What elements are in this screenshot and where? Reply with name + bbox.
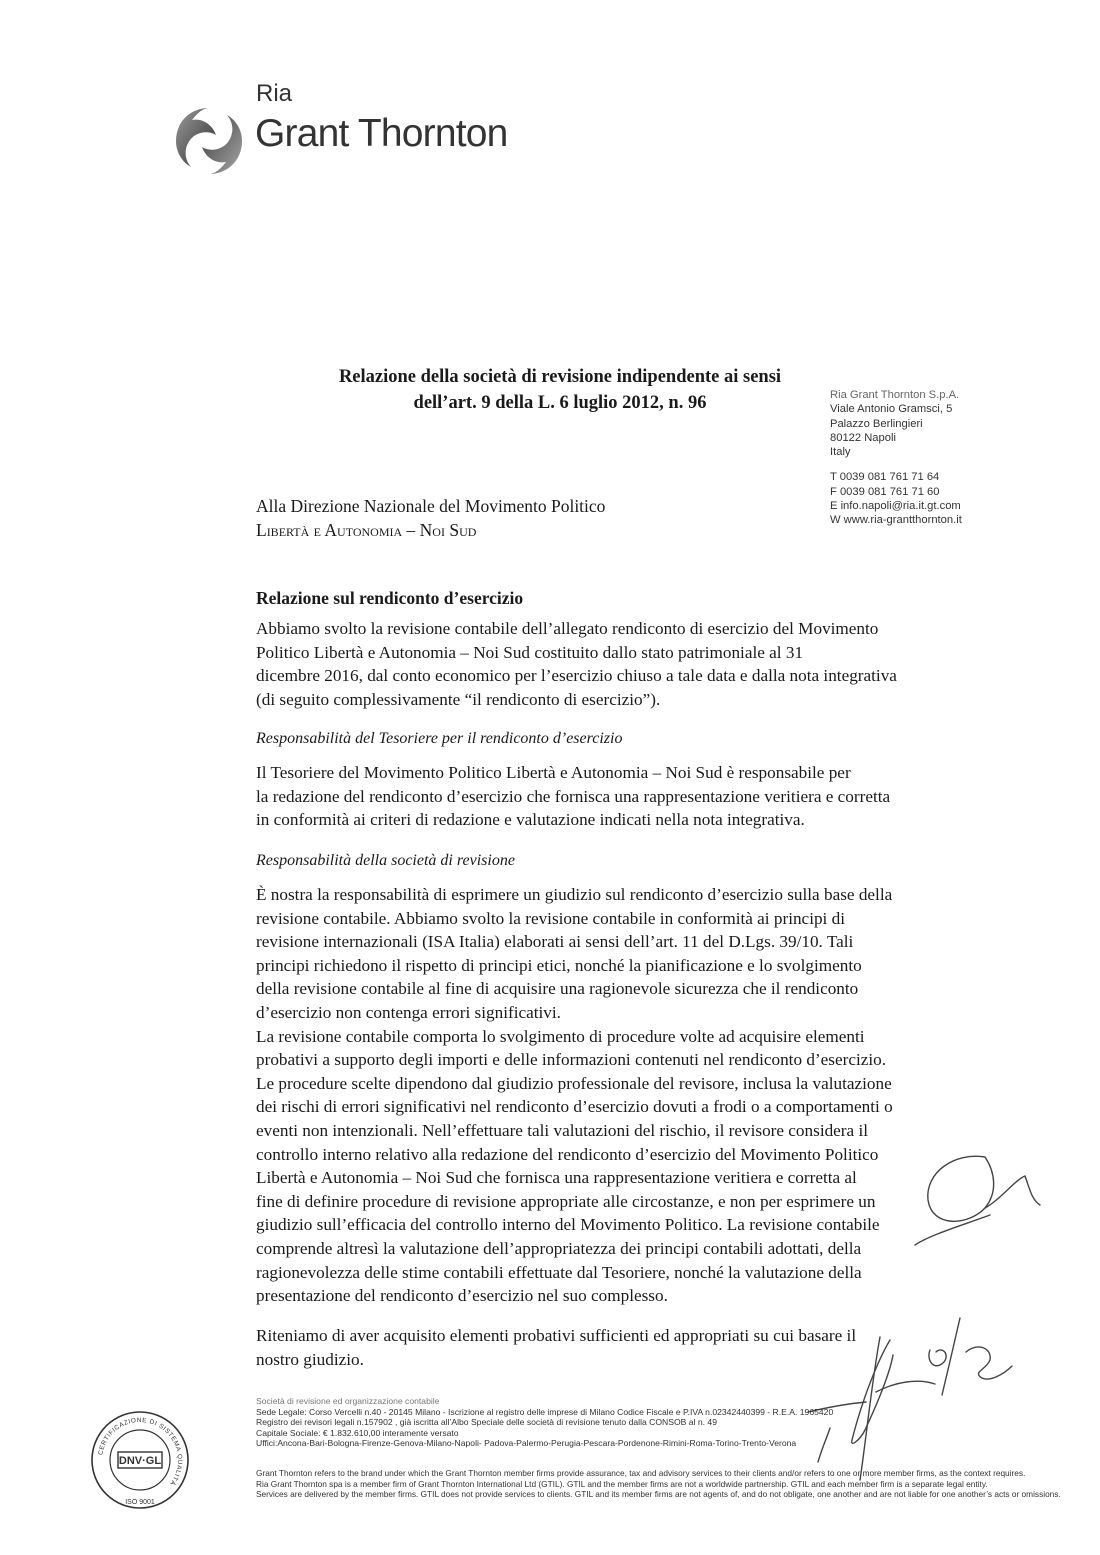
grant-thornton-logo-icon [172, 104, 246, 178]
treasurer-line: la redazione del rendiconto d’esercizio che fornisca una rappresentazione veritiera e corretta [256, 786, 891, 806]
auditor-paragraph [256, 883, 956, 1308]
treasurer-paragraph [256, 761, 956, 832]
badge-standard-text: ISO 9001 [125, 1499, 155, 1506]
closing-paragraph [256, 1324, 956, 1371]
treasurer-line: Il Tesoriere del Movimento Politico Libertà e Autonomia – Noi Sud è responsabile per [256, 763, 851, 782]
report-title-line: Relazione della società di revisione indipendente ai sensi [338, 367, 782, 387]
recipient-line: Libertà e Autonomia – Noi Sud [256, 520, 477, 540]
auditor-line: presentazione del rendiconto d’esercizio nel suo complesso. [256, 1286, 668, 1306]
address-spacer [830, 459, 962, 470]
badge-center-text: DNV·GL [118, 1455, 162, 1467]
intro-paragraph [256, 617, 956, 711]
auditor-line: Libertà e Autonomia – Noi Sud che fornisca una rappresentazione veritiera e corretta al [256, 1168, 857, 1188]
intro-line: (di seguito complessivamente “il rendiconto di esercizio”). [256, 689, 661, 709]
auditor-line: Le procedure scelte dipendono dal giudizio professionale del revisore, inclusa la valutazione [256, 1073, 892, 1093]
auditor-line: eventi non intenzionali. Nell’effettuare tali valutazioni del rischio, il revisore considera il [256, 1120, 869, 1140]
recipient-line: Alla Direzione Nazionale del Movimento Politico [256, 496, 606, 516]
footer-line: Sede Legale: Corso Vercelli n.40 - 20145 Milano - Iscrizione al registro delle imprese di Milano Codice Fiscale e P.IVA n.02342440399 - R.E.A. 1965420 [256, 1406, 834, 1417]
dnv-gl-certification-badge-icon [88, 1408, 192, 1512]
auditor-line: d’esercizio non contenga errori significativi. [256, 1002, 561, 1022]
intro-line: Abbiamo svolto la revisione contabile dell’allegato rendiconto di esercizio del Movimento [256, 619, 879, 638]
brand-prefix: Ria [256, 80, 293, 107]
auditor-line: giudizio sull’efficacia del controllo interno del Movimento Politico. La revisione contabile [256, 1215, 880, 1235]
address-building: Palazzo Berlingieri [830, 417, 923, 430]
footer-line: Capitale Sociale: € 1.832.610,00 interamente versato [256, 1427, 459, 1438]
subheading-treasurer: Responsabilità del Tesoriere per il rendiconto d’esercizio [256, 730, 623, 747]
report-title [300, 364, 820, 416]
recipient [256, 494, 605, 542]
office-address [830, 388, 962, 528]
address-city: 80122 Napoli [830, 431, 896, 444]
footer-line: Società di revisione ed organizzazione contabile [256, 1396, 440, 1406]
auditor-line: principi richiedono il rispetto di principi etici, nonché la pianificazione e lo svolgimento [256, 955, 862, 975]
auditor-line: fine di definire procedure di revisione appropriate alle circostanze, e non per esprimere un [256, 1191, 876, 1211]
subheading-auditor: Responsabilità della società di revisione [256, 852, 515, 869]
footer-line: Uffici:Ancona-Bari-Bologna-Firenze-Genova-Milano-Napoli- Padova-Palermo-Perugia-Pescara-Pordenone-Rimini-Roma-Torino-Trento-Verona [256, 1438, 797, 1449]
auditor-line: ragionevolezza delle stime contabili effettuate dal Tesoriere, nonché la valutazione della [256, 1262, 862, 1282]
address-street: Viale Antonio Gramsci, 5 [830, 403, 953, 416]
report-title-line: dell’art. 9 della L. 6 luglio 2012, n. 96 [413, 393, 707, 413]
closing-line: nostro giudizio. [256, 1349, 364, 1369]
auditor-line: revisione contabile. Abbiamo svolto la revisione contabile in conformità ai principi di [256, 908, 845, 928]
footer-line: Registro dei revisori legali n.157902 , già iscritta all’Albo Speciale delle società di revisione tenuto dalla CONSOB al n. 49 [256, 1417, 717, 1428]
brand-name: Grant Thornton [255, 112, 508, 155]
auditor-line: controllo interno relativo alla redazione del rendiconto d’esercizio del Movimento Politico [256, 1144, 879, 1164]
intro-line: Politico Libertà e Autonomia – Noi Sud costituito dallo stato patrimoniale al 31 [256, 642, 804, 662]
auditor-line: revisione internazionali (ISA Italia) elaborati ai sensi dell’art. 11 del D.Lgs. 39/10. Tali [256, 932, 854, 952]
footer-network-disclaimer [256, 1468, 1061, 1500]
footer-line: Services are delivered by the member firms. GTIL does not provide services to clients. GTIL and its member firms are not agents of, and do not obligate, one another and are not liable for one another’s acts or omissions. [256, 1489, 1061, 1500]
auditor-line: È nostra la responsabilità di esprimere un giudizio sul rendiconto d’esercizio sulla base della [256, 885, 893, 904]
footer-line: Ria Grant Thornton spa is a member firm of Grant Thornton International Ltd (GTIL). GTIL and the member firms are not a worldwide partnership. GTIL and each member firm is a separate legal entity. [256, 1478, 988, 1489]
section-heading: Relazione sul rendiconto d’esercizio [256, 588, 524, 608]
treasurer-line: in conformità ai criteri di redazione e valutazione indicati nella nota integrativa. [256, 810, 805, 830]
auditor-line: La revisione contabile comporta lo svolgimento di procedure volte ad acquisire elementi [256, 1026, 865, 1046]
address-company: Ria Grant Thornton S.p.A. [830, 389, 960, 401]
closing-line: Riteniamo di aver acquisito elementi probativi sufficienti ed appropriati su cui basare il [256, 1326, 857, 1345]
auditor-line: dei rischi di errori significativi nel rendiconto d’esercizio dovuti a frodi o a comportamenti o [256, 1097, 893, 1117]
address-phone: T 0039 081 761 71 64 [830, 471, 940, 484]
auditor-line: probativi a supporto degli importi e delle informazioni contenuti nel rendiconto d’esercizio. [256, 1050, 887, 1070]
auditor-line: comprende altresì la valutazione dell’appropriatezza dei principi contabili adottati, della [256, 1238, 862, 1258]
address-web: W www.ria-grantthornton.it [830, 514, 962, 527]
address-fax: F 0039 081 761 71 60 [830, 485, 940, 498]
footer-line: Grant Thornton refers to the brand under which the Grant Thornton member firms provide assurance, tax and advisory services to their clients and/or refers to one or more member firms, as the context requires. [256, 1468, 1026, 1478]
auditor-line: della revisione contabile al fine di acquisire una ragionevole sicurezza che il rendiconto [256, 979, 859, 999]
intro-line: dicembre 2016, dal conto economico per l’esercizio chiuso a tale data e dalla nota integrativa [256, 666, 897, 686]
footer-company-info [256, 1396, 833, 1449]
address-country: Italy [830, 446, 851, 459]
address-email: E info.napoli@ria.it.gt.com [830, 500, 961, 513]
badge-ring-text: CERTIFICAZIONE DI SISTEMA QUALITÀ [97, 1416, 184, 1487]
